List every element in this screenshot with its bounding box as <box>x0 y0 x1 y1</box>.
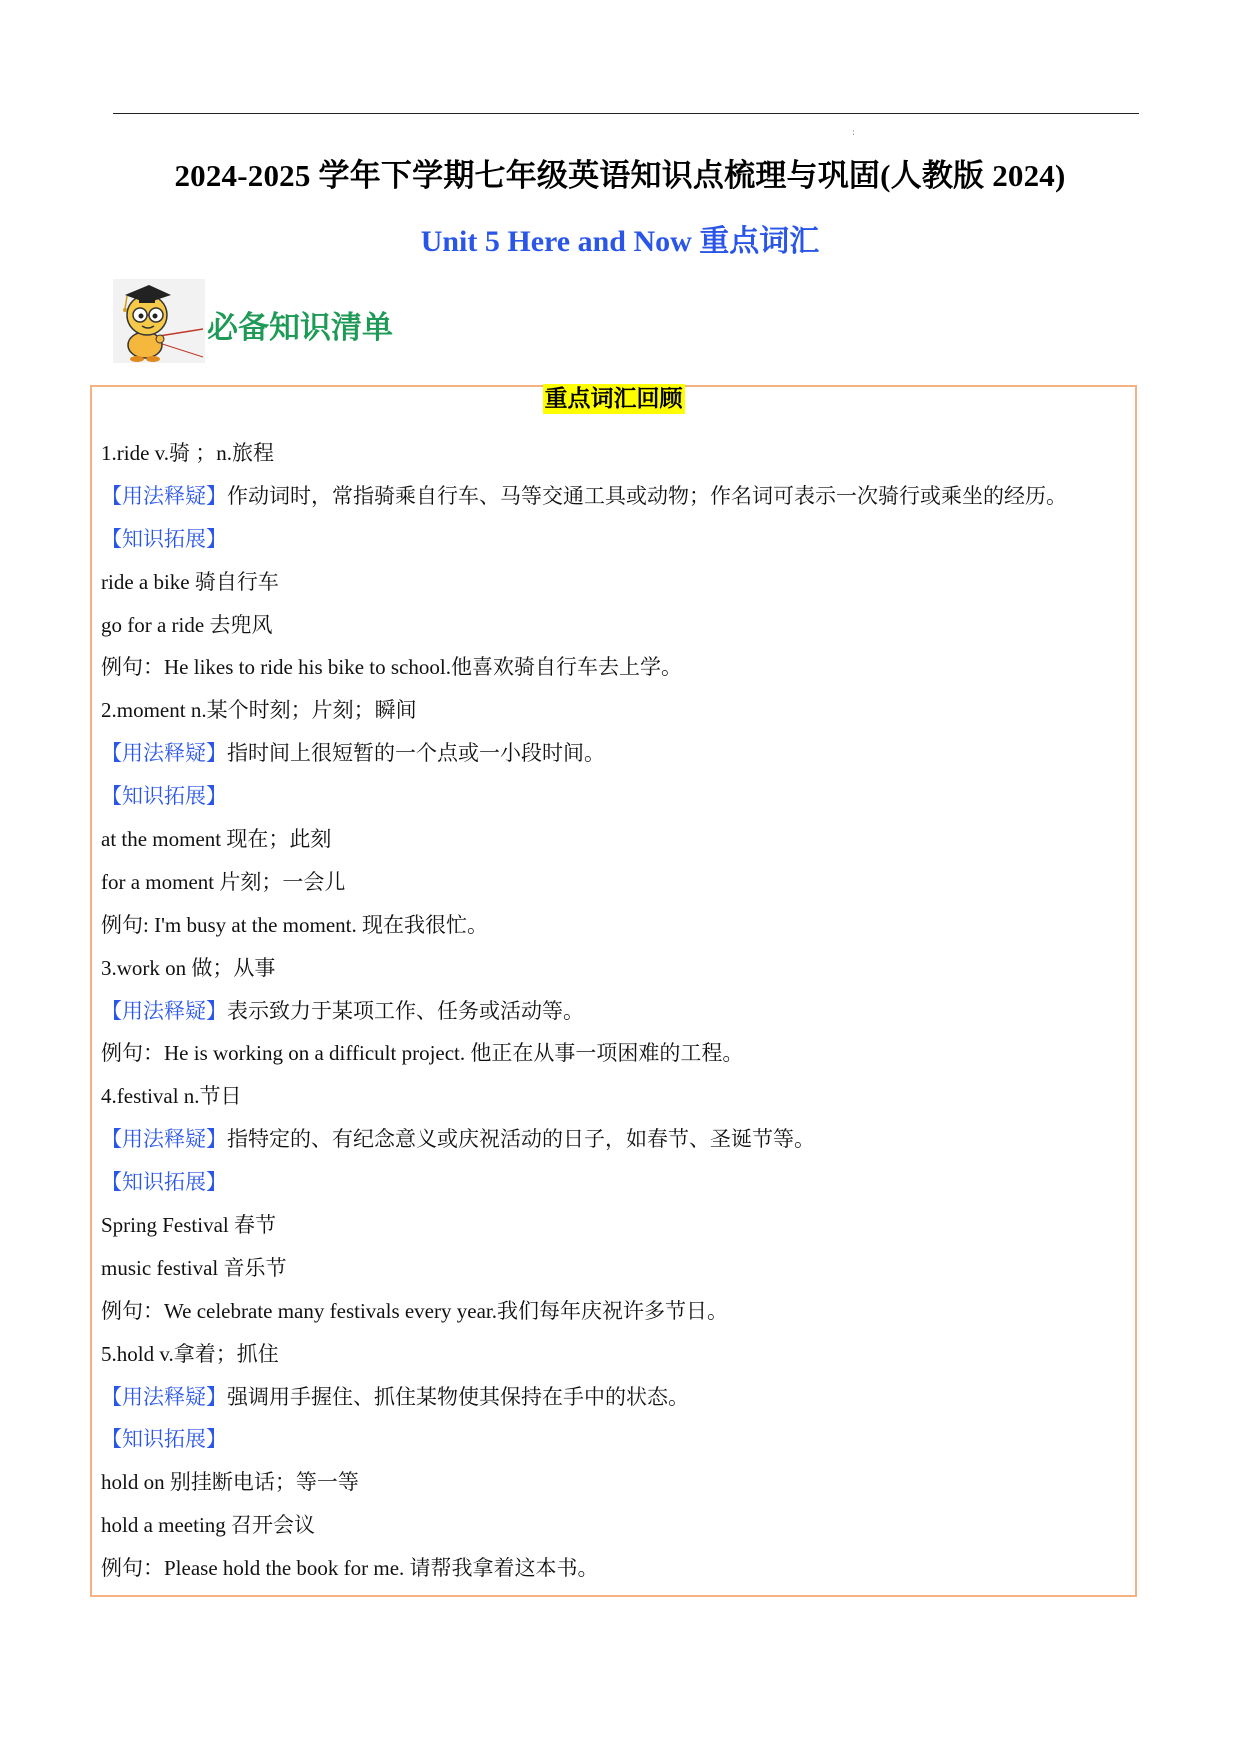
line-tag: 【用法释疑】 <box>101 998 227 1023</box>
document-title: 2024-2025 学年下学期七年级英语知识点梳理与巩固(人教版 2024) <box>174 158 1066 193</box>
mascot-icon <box>113 279 205 363</box>
line-tag: 【用法释疑】 <box>101 1127 227 1152</box>
line-text: hold a meeting 召开会议 <box>101 1513 316 1538</box>
section-heading <box>113 279 393 363</box>
line-text: ride a bike 骑自行车 <box>101 569 279 594</box>
line-text: 例句：He is working on a difficult project. 他正在从事一项困难的工程。 <box>101 1041 744 1066</box>
section-label: 必备知识清单 <box>207 309 393 346</box>
line-text: 指时间上很短暂的一个点或一小段时间。 <box>227 741 605 766</box>
vocab-line <box>101 1461 1131 1504</box>
vocab-line <box>101 818 1131 861</box>
line-text: at the moment 现在；此刻 <box>101 827 332 852</box>
vocab-line <box>101 990 1131 1033</box>
header-rule <box>113 113 1139 114</box>
line-tag: 【用法释疑】 <box>101 1384 227 1409</box>
vocab-line <box>101 947 1131 990</box>
line-text: 例句：He likes to ride his bike to school.他喜欢骑自行车去上学。 <box>101 655 682 680</box>
box-title: 重点词汇回顾 <box>543 384 685 414</box>
vocab-line <box>101 1333 1131 1376</box>
box-title-wrap <box>0 384 1227 414</box>
line-text: 例句：Please hold the book for me. 请帮我拿着这本书。 <box>101 1556 599 1581</box>
vocab-line <box>101 432 1131 475</box>
vocab-line <box>101 646 1131 689</box>
vocab-line <box>101 861 1131 904</box>
line-text: 4.festival n.节日 <box>101 1084 242 1109</box>
vocab-line <box>101 1075 1131 1118</box>
line-tag: 【知识拓展】 <box>101 1170 227 1195</box>
vocab-line <box>101 1547 1131 1590</box>
line-text: 表示致力于某项工作、任务或活动等。 <box>227 998 584 1023</box>
line-text: 作动词时，常指骑乘自行车、马等交通工具或动物；作名词可表示一次骑行或乘坐的经历。 <box>227 483 1067 508</box>
vocab-line <box>101 732 1131 775</box>
line-text: 例句：We celebrate many festivals every year.我们每年庆祝许多节日。 <box>101 1298 728 1323</box>
line-text: Spring Festival 春节 <box>101 1213 277 1238</box>
vocab-line <box>101 775 1131 818</box>
vocab-line <box>101 604 1131 647</box>
vocab-line <box>101 475 1131 518</box>
vocab-line <box>101 1204 1131 1247</box>
line-text: 1.ride v.骑 ；n.旅程 <box>101 441 275 465</box>
line-text: 5.hold v.拿着；抓住 <box>101 1341 279 1366</box>
line-text: for a moment 片刻；一会儿 <box>101 869 346 894</box>
line-tag: 【用法释疑】 <box>101 741 227 766</box>
vocab-line <box>101 518 1131 561</box>
line-tag: 【知识拓展】 <box>101 784 227 809</box>
unit-subtitle: Unit 5 Here and Now 重点词汇 <box>420 225 820 258</box>
corner-mark: : <box>852 128 856 138</box>
line-text: 2.moment n.某个时刻；片刻；瞬间 <box>101 698 417 723</box>
line-text: 强调用手握住、抓住某物使其保持在手中的状态。 <box>227 1384 689 1409</box>
line-tag: 【用法释疑】 <box>101 483 227 508</box>
vocab-line <box>101 1032 1131 1075</box>
line-text: hold on 别挂断电话；等一等 <box>101 1470 359 1495</box>
vocab-line <box>101 1418 1131 1461</box>
vocab-line <box>101 689 1131 732</box>
line-text: 3.work on 做；从事 <box>101 955 276 980</box>
line-text: 指特定的、有纪念意义或庆祝活动的日子，如春节、圣诞节等。 <box>227 1127 815 1152</box>
vocab-line <box>101 1290 1131 1333</box>
line-text: 例句: I'm busy at the moment. 现在我很忙。 <box>101 912 489 937</box>
vocab-line <box>101 1161 1131 1204</box>
vocab-line <box>101 1247 1131 1290</box>
line-tag: 【知识拓展】 <box>101 1427 227 1452</box>
line-text: music festival 音乐节 <box>101 1255 287 1280</box>
vocab-line <box>101 1118 1131 1161</box>
line-text: go for a ride 去兜风 <box>101 612 273 637</box>
vocabulary-lines <box>101 432 1131 1590</box>
vocab-line <box>101 1376 1131 1419</box>
vocab-line <box>101 904 1131 947</box>
vocab-line <box>101 1504 1131 1547</box>
line-tag: 【知识拓展】 <box>101 526 227 551</box>
vocab-line <box>101 561 1131 604</box>
